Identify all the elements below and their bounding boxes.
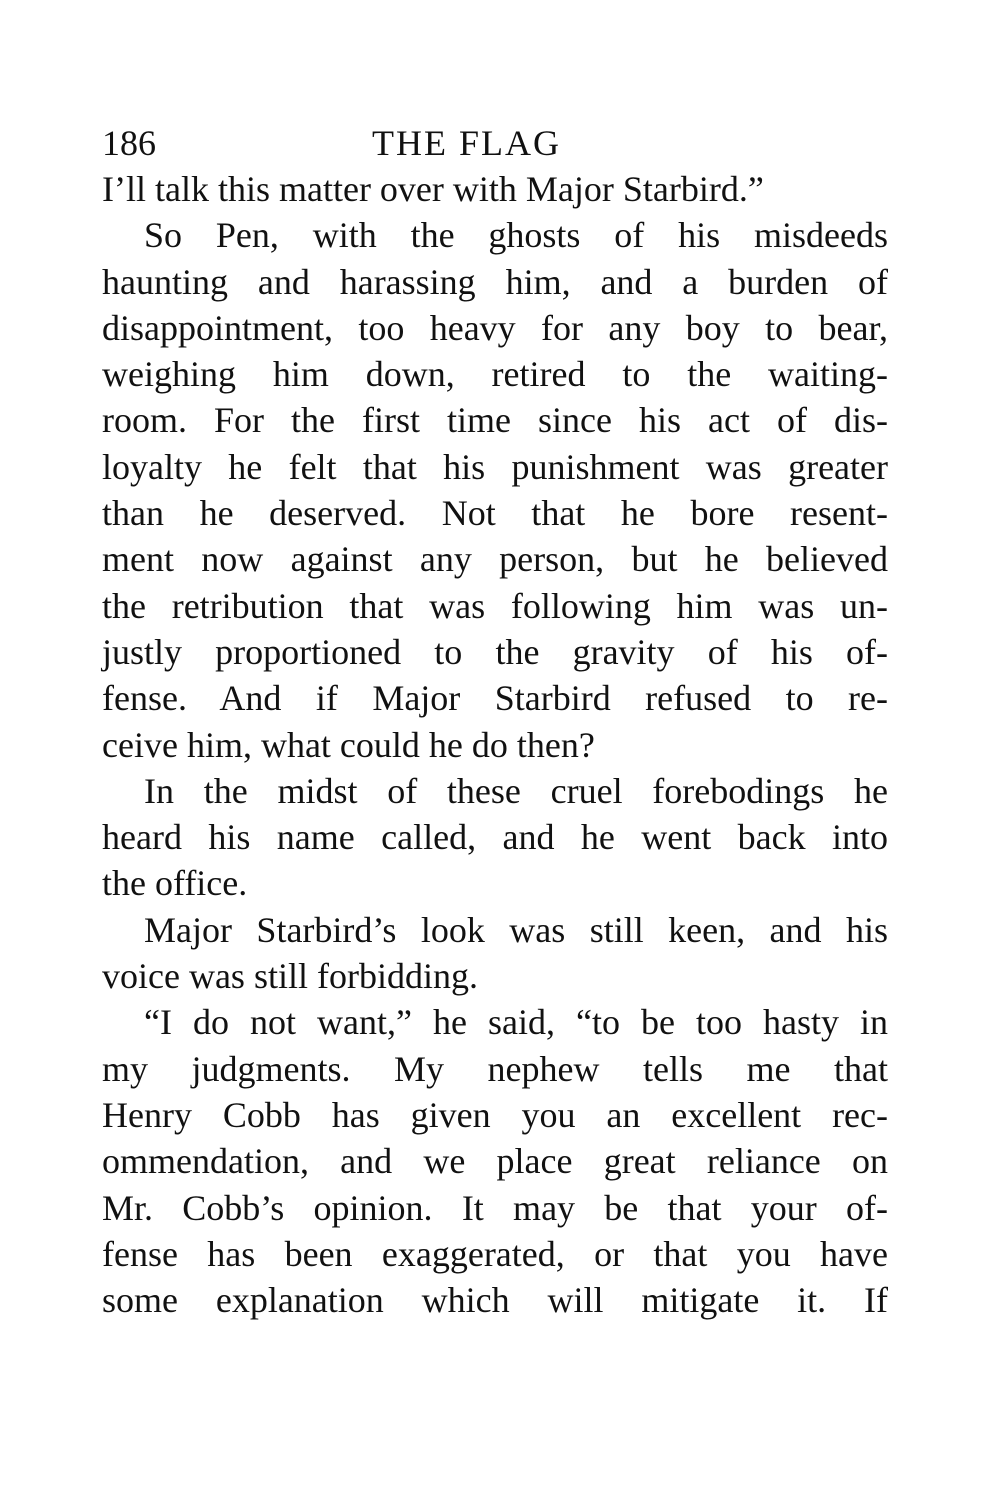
text-line: ommendation, and we place great reliance on	[102, 1141, 888, 1182]
text-line: haunting and harassing him, and a burden of	[102, 261, 888, 302]
text-line: weighing him down, retired to the waiting-	[102, 354, 888, 395]
text-line: So Pen, with the ghosts of his misdeeds	[144, 215, 888, 256]
text-line: fense has been exaggerated, or that you have	[102, 1233, 888, 1274]
text-line: heard his name called, and he went back into	[102, 817, 888, 858]
running-head	[102, 118, 622, 168]
text-line: ment now against any person, but he believed	[102, 539, 888, 580]
text-line: Major Starbird’s look was still keen, and his	[144, 909, 888, 950]
text-line: the retribution that was following him was un-	[102, 585, 888, 626]
text-line: ceive him, what could he do then?	[102, 724, 595, 765]
text-line: room. For the first time since his act of dis-	[102, 400, 888, 441]
text-line: some explanation which will mitigate it. If	[102, 1280, 888, 1321]
text-line: I’ll talk this matter over with Major Starbird.”	[102, 169, 764, 209]
text-line: the office.	[102, 863, 248, 904]
text-line: Henry Cobb has given you an excellent rec-	[102, 1094, 888, 1135]
page-number: 186	[102, 123, 156, 163]
text-line: Mr. Cobb’s opinion. It may be that your of-	[102, 1187, 888, 1228]
text-line: justly proportioned to the gravity of his of-	[102, 631, 888, 672]
text-line: “I do not want,” he said, “to be too hasty in	[144, 1002, 888, 1043]
running-title: THE FLAG	[372, 123, 561, 163]
text-line: loyalty he felt that his punishment was greater	[102, 446, 888, 487]
text-line: In the midst of these cruel forebodings he	[144, 770, 888, 811]
text-line: my judgments. My nephew tells me that	[102, 1048, 888, 1089]
text-line: fense. And if Major Starbird refused to re-	[102, 678, 888, 719]
text-line: voice was still forbidding.	[102, 956, 478, 997]
text-line: than he deserved. Not that he bore resent-	[102, 493, 888, 534]
body-text	[102, 166, 888, 1323]
text-line: disappointment, too heavy for any boy to bear,	[102, 307, 888, 348]
